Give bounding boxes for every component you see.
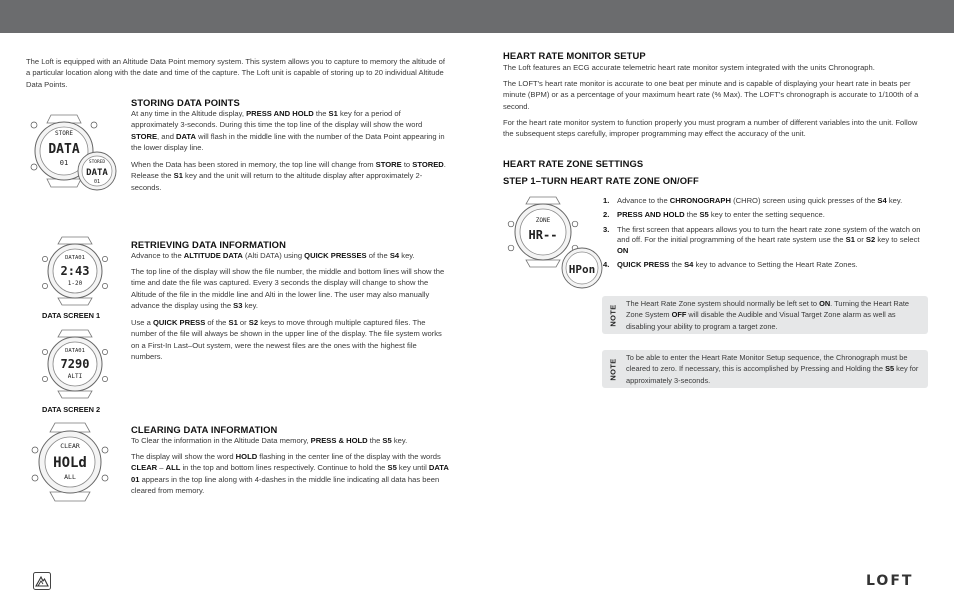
watch-hpon-mid: HPon [568,263,596,276]
zones-heading: HEART RATE ZONE SETTINGS [503,158,644,169]
hrm-heading: HEART RATE MONITOR SETUP [503,50,646,61]
brand-logo: LOFT [866,573,914,589]
screen1-mid: 2:43 [60,264,90,278]
watch-store-mid: DATA [48,142,80,157]
watch-stored-top: STORED [88,160,106,165]
clearing-p2: The display will show the word HOLD flashing in the center line of the display with the words CLEAR – ALL in the top and bottom lines respectively. Continue to hold the S5 key until DATA 01 appears in the top line along with 4-dashes in the middle line indicating all data has been cleared from memory. [131,452,449,496]
zone-steps-list [603,196,928,274]
intro-paragraph: The Loft is equipped with an Altitude Data Point memory system. This system allows you to capture to memory the altitude of a particular location along with the date and time of the capture. The Loft unit is capable of storing up to 20 individual Altitude Data Points. [26,57,445,89]
mountain-logo-icon [33,572,51,590]
watch-store-bot: 01 [59,159,69,167]
screen2-bot: ALTI [67,373,83,380]
watch-zone-mid: HR-- [528,228,558,242]
watch-zone-top: ZONE [535,217,551,224]
step-item-2: 2. PRESS AND HOLD the S5 key to enter the setting sequence. [603,210,825,220]
watch-clear-bot: ALL [64,473,76,481]
watch-store-top: STORE [54,130,74,137]
hrm-p1: The Loft features an ECG accurate telemetric heart rate monitor system integrated with the units Chronograph. [503,63,875,72]
note-box-1 [602,296,928,334]
step-item-4: 4. QUICK PRESS the S4 key to advance to Setting the Heart Rate Zones. [603,260,858,270]
note-box-2 [602,350,928,388]
watch-hpon-illustration [560,245,604,291]
step-item-3: 3. The first screen that appears allows you to turn the heart rate zone system of the watch on and off. For the initial programming of the heart rate system use the S1 or S2 key to select ON [603,224,921,255]
retrieving-p1: Advance to the ALTITUDE DATA (Alti DATA) using QUICK PRESSES of the S4 key. [131,251,415,260]
step1-heading: STEP 1–TURN HEART RATE ZONE ON/OFF [503,175,699,186]
note-text-2: To be able to enter the Heart Rate Monitor Setup sequence, the Chronograph must be cleared to zero. If necessary, this is accomplished by Pressing and Holding the S5 key for approximately 3-seconds. [626,353,919,385]
screen2-top: DATA01 [65,348,85,354]
retrieving-p3: Use a QUICK PRESS of the S1 or S2 keys to move through multiple captured files. The number of the file will always be shown in the upper line of the display. The file system works on a First-In Last–Out system, were the newest files are the ones with the highest file numbers. [131,318,442,362]
screen2-mid: 7290 [60,357,90,371]
storing-heading: STORING DATA POINTS [131,97,240,108]
note-text-1: The Heart Rate Zone system should normally be left set to ON. Turning the Heart Rate Zone System OFF will disable the Audible and Visual Target Zone alarm as well as disabling your ability to program a target zone. [626,299,910,331]
screen1-bot: 1-20 [67,280,83,287]
watch-data-screen-2 [40,327,110,401]
data-screen-2-caption: DATA SCREEN 2 [42,405,101,414]
screen1-top: DATA01 [65,255,85,261]
storing-p2: When the Data has been stored in memory, the top line will change from STORE to STORED. Release the S1 key and the unit will return to the altitude display after approximately 2-seconds. [131,160,446,192]
step-item-1: 1. Advance to the CHRONOGRAPH (CHRO) screen using quick presses of the S4 key. [603,196,903,205]
hrm-p3: For the heart rate monitor system to function properly you must program a number of different variables into the unit. Follow the subsequent steps carefully, improper programming may effect the accuracy of the unit. [503,118,918,139]
watch-stored-mid: DATA [86,168,108,178]
watch-stored-bot: 01 [93,179,101,185]
retrieving-p2: The top line of the display will show the file number, the middle and bottom lines will show the time and date the file was captured. Every 3 seconds the display will change to show the Altitude of the file in the middle line and Alti in the lower line. The user may also manually advance the display using the S3 key. [131,267,445,311]
data-screen-1-caption: DATA SCREEN 1 [42,311,101,320]
watch-data-screen-1 [40,234,110,308]
clearing-p1: To Clear the information in the Altitude Data memory, PRESS & HOLD the S5 key. [131,436,408,445]
watch-clear-mid: HOLd [53,455,87,471]
retrieving-heading: RETRIEVING DATA INFORMATION [131,239,286,250]
clearing-heading: CLEARING DATA INFORMATION [131,424,278,435]
storing-p1: At any time in the Altitude display, PRESS AND HOLD the S1 key for a period of approximately 3-seconds. During this time the top line of the display will show the word STORE, and DATA will flash in the middle line with the number of the Data Point appearing in the lower display line. [131,109,445,153]
note-label-1: NOTE [608,303,618,327]
note-label-2: NOTE [608,357,618,381]
watch-clear-illustration [30,420,110,504]
watch-clear-top: CLEAR [60,442,80,450]
header-bar [0,0,954,33]
hrm-p2: The LOFT's heart rate monitor is accurate to one beat per minute and is capable of displaying your heart rate in beats per minute (BPM) or as a percentage of your maximum heart rate (% Max). The LOFT's chronograph is accurate to 1/100th of a second. [503,79,919,111]
watch-stored-illustration [76,148,118,194]
